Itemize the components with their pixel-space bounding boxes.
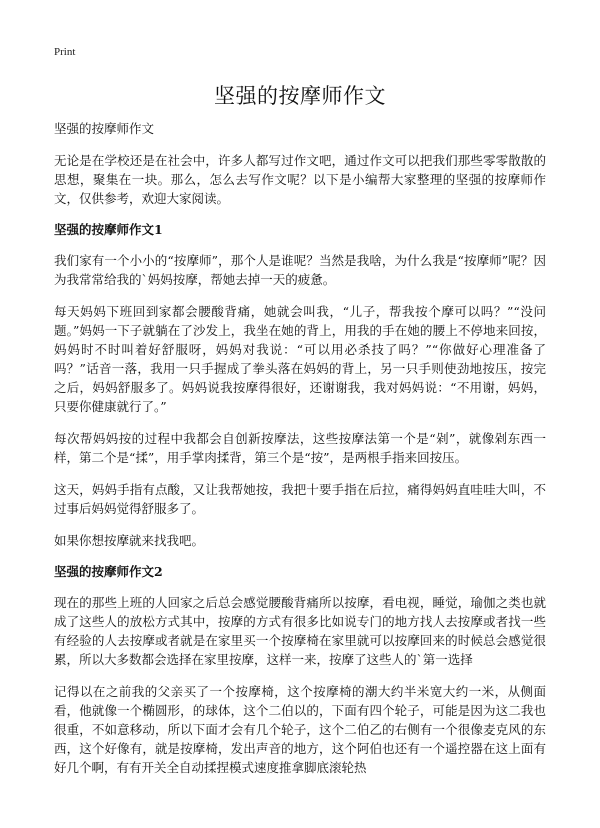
section-1-paragraph-4: 这天，妈妈手指有点酸，又让我帮她按，我把十要手指在后拉，痛得妈妈直哇哇大叫，不过事后妈妈觉得舒服多了。 [54, 482, 546, 516]
article-body [54, 120, 546, 790]
section-heading-2: 坚强的按摩师作文2 [54, 564, 163, 579]
article-subtitle: 坚强的按摩师作文 [54, 121, 155, 136]
section-heading-1: 坚强的按摩师作文1 [54, 222, 163, 237]
section-1-paragraph-1: 我们家有一个小小的“按摩师”，那个人是谁呢？当然是我啥，为什么我是“按摩师”呢？因为我常常给我的`妈妈按摩，帮她去掉一天的疲惫。 [54, 253, 546, 287]
print-link[interactable]: Print [54, 46, 76, 58]
page-title: 坚强的按摩师作文 [214, 84, 386, 108]
intro-paragraph: 无论是在学校还是在社会中，许多人都写过作文吧，通过作文可以把我们那些零零散散的思想，聚集在一块。那么，怎么去写作文呢？以下是小编帮大家整理的坚强的按摩师作文，仅供参考，欢迎大家阅读。 [54, 153, 546, 206]
section-1-paragraph-3: 每次帮妈妈按的过程中我都会自创新按摩法，这些按摩法第一个是“剁”，就像剁东西一样，第二个是“揉”，用手掌肉揉背，第三个是“按”，是两根手指来回按压。 [54, 431, 546, 465]
section-2-paragraph-2: 记得以在之前我的父亲买了一个按摩椅，这个按摩椅的潮大约半米宽大约一米，从侧面看，他就像一个椭圆形，的球体，这个二伯以的，下面有四个轮子，可能是因为这二我也很重，不如意移动，所以下面才会有几个轮子，这个二伯乙的右侧有一个很像麦克风的东西，这个好像有，就是按摩椅，发出声音的地方，这个阿伯也还有一个遥控器在这上面有好几个啊，有有开关全自动揉捏模式速度推拿脚底滚轮热 [54, 684, 546, 775]
section-1-paragraph-2: 每天妈妈下班回到家都会腰酸背痛，她就会叫我，“儿子，帮我按个摩可以吗？”“没问题。”妈妈一下子就躺在了沙发上，我坐在她的背上，用我的手在她的腰上不停地来回按，妈妈时不时叫着好舒服呀，妈妈对我说：“可以用必杀技了吗？”“你做好心理准备了吗？”话音一落，我用一只手握成了拳头落在妈妈的背上，另一只手则使劲地按压，按完之后，妈妈舒服多了。妈妈说我按摩得很好，还谢谢我，我对妈妈说：“不用谢，妈妈，只要你健康就行了。” [54, 304, 546, 414]
section-1-paragraph-5: 如果你想按摩就来找我吧。 [54, 533, 205, 548]
section-2-paragraph-1: 现在的那些上班的人回家之后总会感觉腰酸背痛所以按摩，看电视，睡觉，瑜伽之类也就成了这些人的放松方式其中，按摩的方式有很多比如说专门的地方找人去按摩或者找一些有经验的人去按摩或者就是在家里买一个按摩椅在家里就可以按摩回来的时候总会感觉很累，所以大多数都会选择在家里按摩，这样一来，按摩了这些人的`第一选择 [54, 595, 546, 667]
